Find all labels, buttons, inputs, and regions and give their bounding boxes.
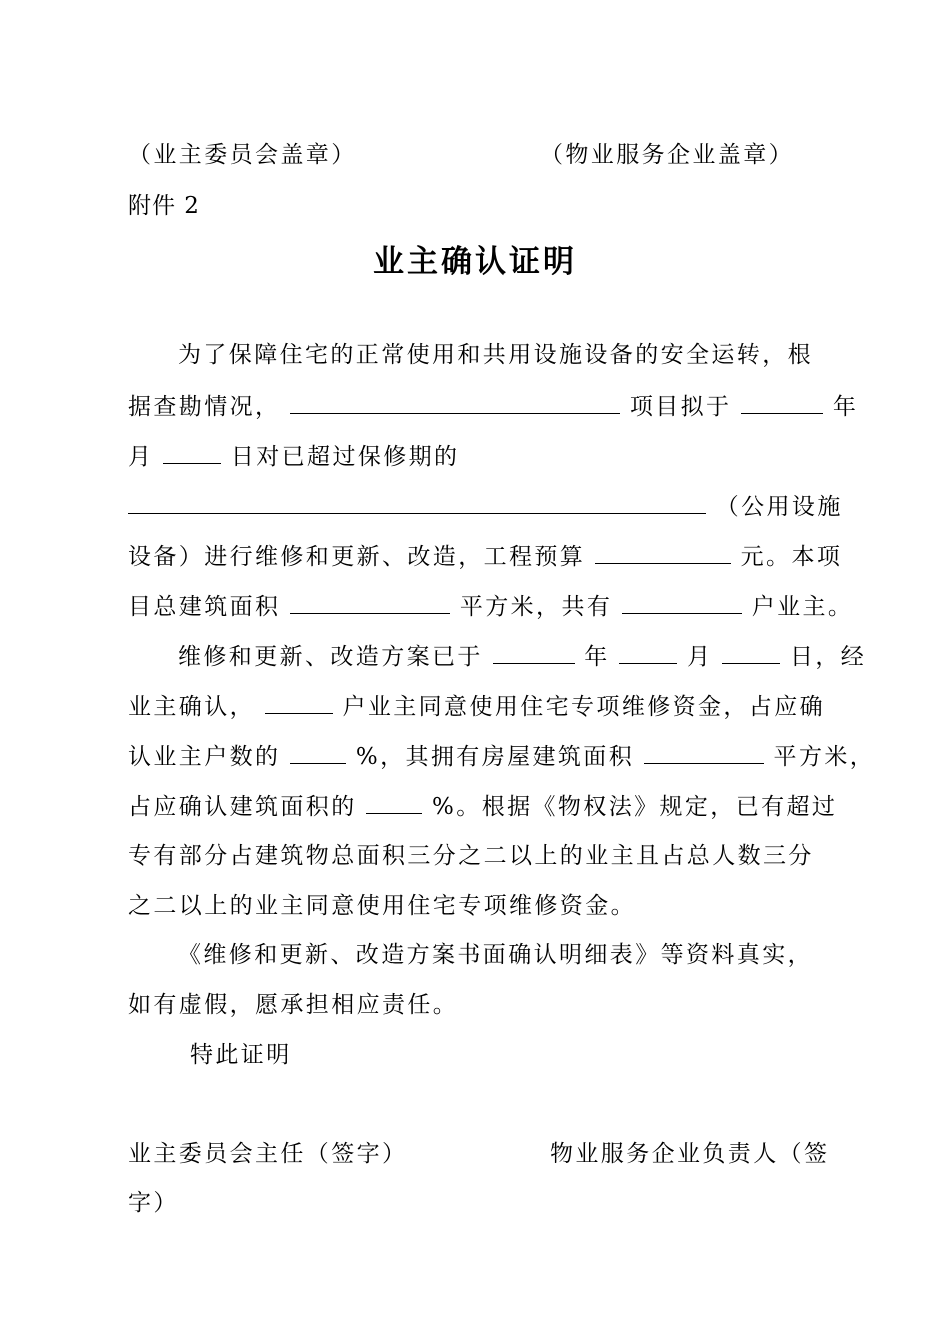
project-name-blank[interactable] <box>290 391 620 414</box>
text: %，其拥有房屋建筑面积 <box>355 744 635 770</box>
text: 平方米，共有 <box>459 594 613 620</box>
text: 据查勘情况， <box>128 394 281 420</box>
households-blank[interactable] <box>622 591 742 614</box>
text: 户业主同意使用住宅专项维修资金，占应确 <box>342 694 826 720</box>
para1-line1 <box>178 340 838 370</box>
facility-blank[interactable] <box>128 491 706 514</box>
para1-line4 <box>128 491 843 521</box>
text: %。根据《物权法》规定，已有超过 <box>432 794 838 820</box>
para3-line2: 如有虚假，愿承担相应责任。 <box>128 992 459 1018</box>
area-percent-blank[interactable] <box>366 791 422 814</box>
closing-text: 特此证明 <box>190 1042 292 1068</box>
para1-line6 <box>128 591 854 621</box>
plan-month-blank[interactable] <box>619 641 677 664</box>
text: 业主确认， <box>128 694 255 720</box>
day-blank[interactable] <box>163 441 221 464</box>
para1-line1-text: 为了保障住宅的正常使用和共用设施设备的安全运转，根 <box>178 342 813 368</box>
text: 占应确认建筑面积的 <box>128 794 357 820</box>
para2-line2 <box>128 691 838 721</box>
text: 日，经 <box>789 644 867 670</box>
plan-year-blank[interactable] <box>493 641 575 664</box>
text: 平方米， <box>773 744 876 770</box>
text: 日对已超过保修期的 <box>230 444 460 470</box>
text: 设备）进行维修和更新、改造，工程预算 <box>128 544 586 570</box>
year-blank[interactable] <box>741 391 823 414</box>
agree-area-blank[interactable] <box>644 741 764 764</box>
text: 维修和更新、改造方案已于 <box>178 644 483 670</box>
para1-line2 <box>128 391 859 421</box>
property-manager-signature-cont: 字） <box>128 1190 179 1216</box>
para2-line5: 专有部分占建筑物总面积三分之二以上的业主且占总人数三分 <box>128 843 814 869</box>
text: 项目拟于 <box>629 394 732 420</box>
para2-line1 <box>178 641 867 671</box>
text: 户业主。 <box>751 594 854 620</box>
para3-line1: 《维修和更新、改造方案书面确认明细表》等资料真实， <box>178 942 813 968</box>
plan-day-blank[interactable] <box>722 641 780 664</box>
agree-households-blank[interactable] <box>265 691 333 714</box>
owner-committee-seal: （业主委员会盖章） <box>128 142 357 168</box>
property-manager-signature: 物业服务企业负责人（签 <box>550 1141 830 1167</box>
text: 年 <box>832 394 859 420</box>
owner-committee-signature: 业主委员会主任（签字） <box>128 1141 408 1167</box>
attachment-label: 附件 2 <box>128 193 200 219</box>
para1-line5 <box>128 541 843 571</box>
text: 元。本项 <box>740 544 843 570</box>
text: 月 <box>687 644 713 670</box>
area-blank[interactable] <box>290 591 450 614</box>
text: 年 <box>584 644 610 670</box>
text: 目总建筑面积 <box>128 594 281 620</box>
para2-line4 <box>128 791 838 821</box>
households-percent-blank[interactable] <box>290 741 346 764</box>
text: 认业主户数的 <box>128 744 281 770</box>
text: 月 <box>128 444 154 470</box>
budget-blank[interactable] <box>595 541 731 564</box>
document-title: 业主确认证明 <box>373 244 577 280</box>
text: （公用设施 <box>715 494 843 520</box>
para1-line3 <box>128 441 838 471</box>
para2-line3 <box>128 741 876 771</box>
property-company-seal: （物业服务企业盖章） <box>540 142 794 168</box>
para2-line6: 之二以上的业主同意使用住宅专项维修资金。 <box>128 893 636 919</box>
